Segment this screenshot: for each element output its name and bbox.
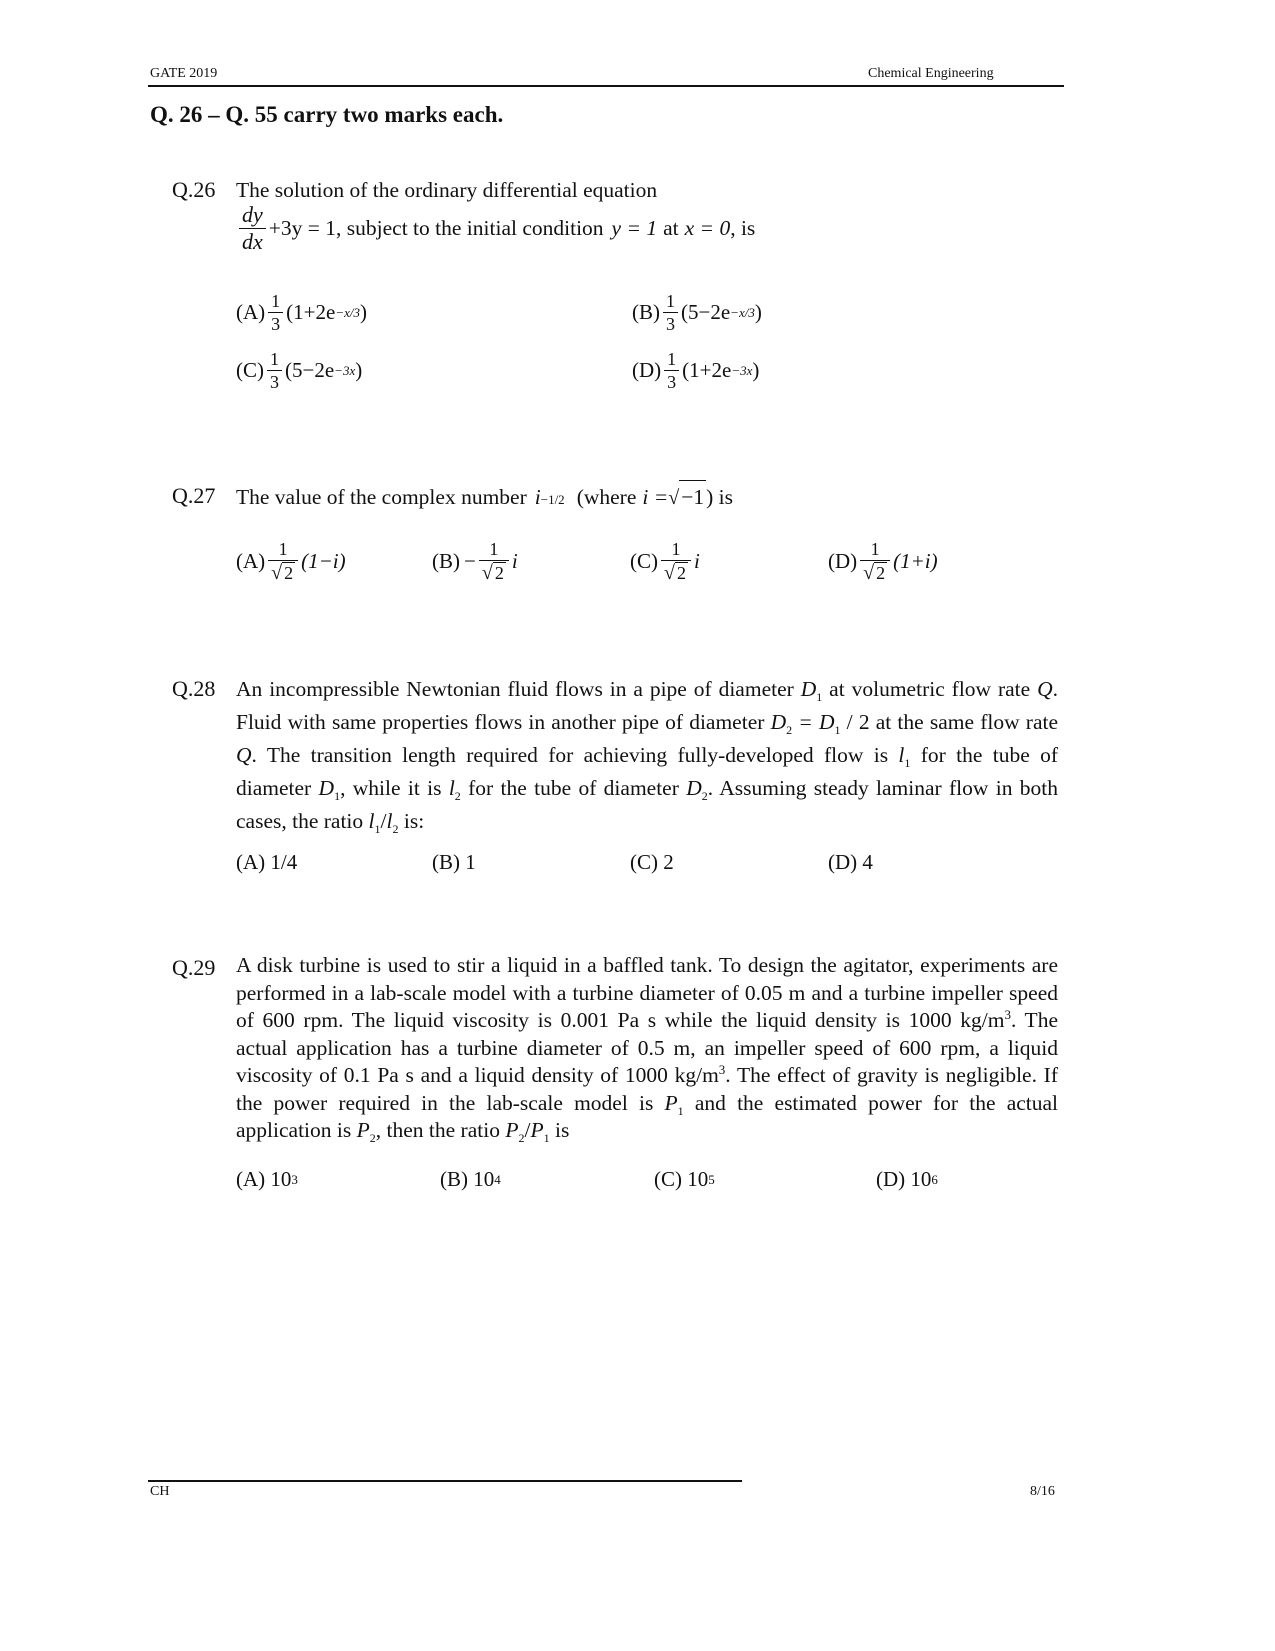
q28-option-c[interactable]: (C) 2 — [630, 850, 674, 874]
option-label: (D) — [632, 358, 662, 382]
q29-body: A disk turbine is used to stir a liquid in a baffled tank. To design the agitator, experiments are performed in a lab-scale model with a turbine diameter of 0.05 m and a turbine impeller speed of 600 rpm. The liquid viscosity is 0.001 Pa s while the liquid density is 1000 $kg/m^3$. The actual application has a turbine diameter of 0.5 m, an impeller speed of 600 rpm, a liquid viscosity of 0.1 Pa s and a liquid density of 1000 $kg/m^3$. The effect of gravity is negligible. If the power required in the lab-scale model is $P_1$ and the estimated power for the actual application is $P_2$, then the ratio $P_2/P_1$ is — [236, 953, 1059, 1145]
q28-q: Q — [236, 743, 252, 767]
q26-cond-y: y = 1 — [611, 216, 658, 240]
q28-d2eq: = D — [798, 710, 835, 734]
q28-option-a[interactable]: (A) 1/4 — [236, 850, 298, 874]
q29-ratio-p1: P — [530, 1118, 544, 1142]
option-tail: (1+i) — [893, 549, 938, 573]
q28-sub: 2 — [701, 789, 708, 803]
q28-t7: , while it is — [340, 776, 442, 800]
option-label: (D) — [828, 549, 858, 573]
page-number: 8/16 — [1030, 1484, 1055, 1499]
option-label: (D) 10 — [876, 1167, 932, 1191]
option-tail: i — [511, 549, 518, 573]
option-label: (C) — [630, 549, 658, 573]
option-close: ) — [355, 358, 363, 382]
option-label: (C) — [236, 358, 264, 382]
q27-text: The value of the complex number i −1/2 (where i = √ −1 ) is — [236, 480, 733, 515]
q26-condition: , subject to the initial condition — [336, 216, 604, 240]
frac-den: 3 — [267, 370, 282, 391]
q29-p1: P — [664, 1090, 678, 1115]
footer-code: CH — [150, 1484, 170, 1499]
q28-t2: at volumetric flow rate — [829, 677, 1031, 701]
option-expr: (1+2e — [286, 300, 336, 324]
q28-body: An incompressible Newtonian fluid flows in a pipe of diameter $D_1$ at volumetric flow rate Q. Fluid with same properties flows in another pipe of diameter $D_2 = D_1 / 2$ at the same flow rate Q. The transition length required for achieving fully-developed flow is $l_1$ for the tube of diameter $D_1$, while it is $l_2$ for the tube of diameter $D_2$. Assuming steady laminar flow in both cases, the ratio $l_1/l_2$ is: — [236, 677, 1059, 836]
q29-ratio-p2: P — [505, 1118, 519, 1142]
q28-sub: 1 — [834, 723, 841, 737]
sqrt-icon: √ — [664, 562, 675, 584]
q28-t1: An incompressible Newtonian fluid flows in a pipe of diameter — [236, 677, 794, 701]
sqrt-icon: √ — [863, 562, 875, 584]
q28-l1: l — [898, 743, 905, 767]
q29-option-a[interactable]: (A) 10 3 — [236, 1167, 298, 1191]
q29-t5: , then the ratio — [375, 1118, 500, 1142]
q28-half: / 2 — [846, 710, 870, 734]
q29-sub: 2 — [518, 1131, 525, 1145]
q29-t4: and the estimated power for the actual application is — [236, 1090, 1059, 1142]
frac-num: 1 — [271, 291, 281, 311]
q28-t9: . Assuming steady laminar flow in both cases, the ratio — [236, 776, 1059, 833]
q28-option-d[interactable]: (D) 4 — [828, 850, 873, 874]
frac-den: 3 — [268, 312, 283, 333]
q27-number: Q.27 — [172, 483, 216, 508]
q27-option-d[interactable] — [828, 540, 938, 583]
section-title: Q. 26 – Q. 55 carry two marks each. — [150, 102, 504, 127]
q27-text-main: The value of the complex number — [236, 485, 527, 509]
option-close: ) — [359, 300, 367, 324]
q26-deriv-den: dx — [239, 228, 266, 253]
q28-t3: . Fluid with same properties flows in another pipe of diameter — [236, 677, 1059, 734]
frac-den: 2 — [676, 563, 686, 583]
q29-t1: A disk turbine is used to stir a liquid in a baffled tank. To design the agitator, experiments are performed in a lab-scale model with a turbine diameter of 0.05 m and a turbine impeller speed of 600 rpm. The liquid viscosity is 0.001 Pa s while the liquid density is 1000 kg/m — [236, 953, 1058, 1032]
sqrt-icon: √ — [481, 562, 493, 584]
q28-t4: at the same flow rate — [875, 710, 1059, 734]
option-label: (B) — [432, 549, 460, 573]
q29-cube: 3 — [718, 1062, 726, 1077]
q28-t5: . The transition length required for achieving fully-developed flow is — [251, 743, 889, 767]
q26-equation — [236, 204, 755, 253]
q28-sub: 1 — [904, 756, 911, 770]
q28-d1b: D — [318, 776, 335, 800]
frac-num: 1 — [870, 539, 880, 559]
option-expr: (5−2e — [681, 300, 731, 324]
q28-sub: 1 — [334, 789, 341, 803]
sqrt-icon: √ — [668, 487, 680, 509]
q29-p2: P — [356, 1118, 370, 1142]
q26-option-a[interactable]: (A) $\frac{1}{3}$ (1+2e −x/3 ) — [236, 291, 367, 334]
header-exam: GATE 2019 — [150, 66, 218, 81]
option-close: ) — [752, 358, 760, 382]
q26-line1: The solution of the ordinary differential equation — [236, 178, 658, 202]
frac-num: 1 — [278, 539, 288, 559]
option-label: (A) — [236, 300, 266, 324]
q28-d1: D — [800, 677, 817, 701]
q26-option-c[interactable]: (C) $\frac{1}{3}$ (5−2e −3x ) — [236, 349, 363, 392]
q28-d2: D — [770, 710, 787, 734]
q28-option-b[interactable]: (B) 1 — [432, 850, 476, 874]
option-sign: − — [464, 549, 476, 573]
q27-option-a[interactable] — [236, 540, 346, 583]
q27-root-arg: −1 — [679, 480, 706, 514]
q28-sub: 2 — [786, 723, 793, 737]
q26-number: Q.26 — [172, 177, 216, 202]
q27-option-b[interactable] — [432, 540, 518, 583]
frac-num: 1 — [666, 291, 675, 311]
q26-at: at — [663, 216, 679, 240]
q29-t3: . The effect of gravity is negligible. If the power required in the lab-scale model is — [236, 1063, 1058, 1115]
frac-num: 1 — [671, 539, 681, 559]
q28-d2b: D — [686, 776, 702, 800]
q29-option-c[interactable]: (C) 10 5 — [654, 1167, 715, 1191]
q27-end: ) is — [706, 485, 733, 509]
frac-den: 3 — [664, 370, 679, 391]
q29-sub: 2 — [369, 1131, 376, 1145]
q26-deriv-num: dy — [242, 202, 263, 227]
option-label: (B) 10 — [440, 1167, 495, 1191]
q28-sub: 1 — [374, 822, 381, 836]
q27-eq: i = — [642, 485, 669, 509]
q29-cube: 3 — [1004, 1007, 1011, 1022]
q28-ratio-l1: l — [368, 809, 375, 833]
q29-sub: 1 — [677, 1103, 684, 1118]
header-rule — [148, 85, 1064, 87]
option-label: (A) — [236, 549, 266, 573]
q29-option-d[interactable]: (D) 10 6 — [876, 1167, 938, 1191]
q26-is: , is — [730, 216, 756, 240]
q26-cond-x: x = 0 — [684, 216, 731, 240]
q29-t6: is — [554, 1118, 570, 1142]
header-subject: Chemical Engineering — [868, 66, 994, 81]
q28-ratio-l2: l — [386, 809, 393, 833]
q29-sub: 1 — [543, 1131, 550, 1145]
q28-sub: 2 — [454, 789, 461, 803]
footer-rule — [148, 1480, 742, 1482]
q27-base: i — [534, 485, 541, 509]
frac-num: 1 — [270, 349, 279, 369]
q29-number: Q.29 — [172, 955, 216, 980]
q28-number: Q.28 — [172, 676, 216, 701]
q28-q: Q — [1037, 677, 1053, 701]
q28-t10: is: — [403, 809, 425, 833]
q27-where: (where — [576, 485, 637, 509]
q26-option-b[interactable]: (B) $\frac{1}{3}$ (5−2e −x/3 ) — [632, 291, 762, 334]
q28-sub: 2 — [392, 822, 399, 836]
q27-option-c[interactable] — [630, 540, 700, 583]
q28-t6: for the tube of diameter — [236, 743, 1059, 800]
option-close: ) — [754, 300, 762, 324]
frac-den: 2 — [494, 563, 504, 583]
frac-num: 1 — [667, 349, 677, 369]
frac-num: 1 — [489, 539, 499, 559]
option-tail: (1−i) — [301, 549, 346, 573]
frac-den: 3 — [663, 312, 678, 333]
frac-den: 2 — [284, 563, 294, 583]
q28-t8: for the tube of diameter — [468, 776, 679, 800]
q28-sub: 1 — [816, 690, 823, 704]
option-expr: (5−2e — [285, 358, 335, 382]
q28-l2: l — [448, 776, 455, 800]
option-label: (A) 10 — [236, 1167, 292, 1191]
option-label: (C) 10 — [654, 1167, 709, 1191]
q26-eq-tail: +3y = 1 — [268, 216, 337, 240]
q29-option-b[interactable]: (B) 10 4 — [440, 1167, 501, 1191]
option-expr: (1+2e — [682, 358, 732, 382]
q29-t2: . The actual application has a turbine diameter of 0.5 m, an impeller speed of 600 rpm, a liquid viscosity of 0.1 Pa s and a liquid density of 1000 kg/m — [236, 1008, 1058, 1087]
option-tail: i — [693, 549, 700, 573]
option-label: (B) — [632, 300, 660, 324]
frac-den: 2 — [876, 563, 886, 583]
q26-option-d[interactable]: (D) $\frac{1}{3}$ (1+2e −3x ) — [632, 349, 760, 392]
sqrt-icon: √ — [271, 562, 283, 584]
